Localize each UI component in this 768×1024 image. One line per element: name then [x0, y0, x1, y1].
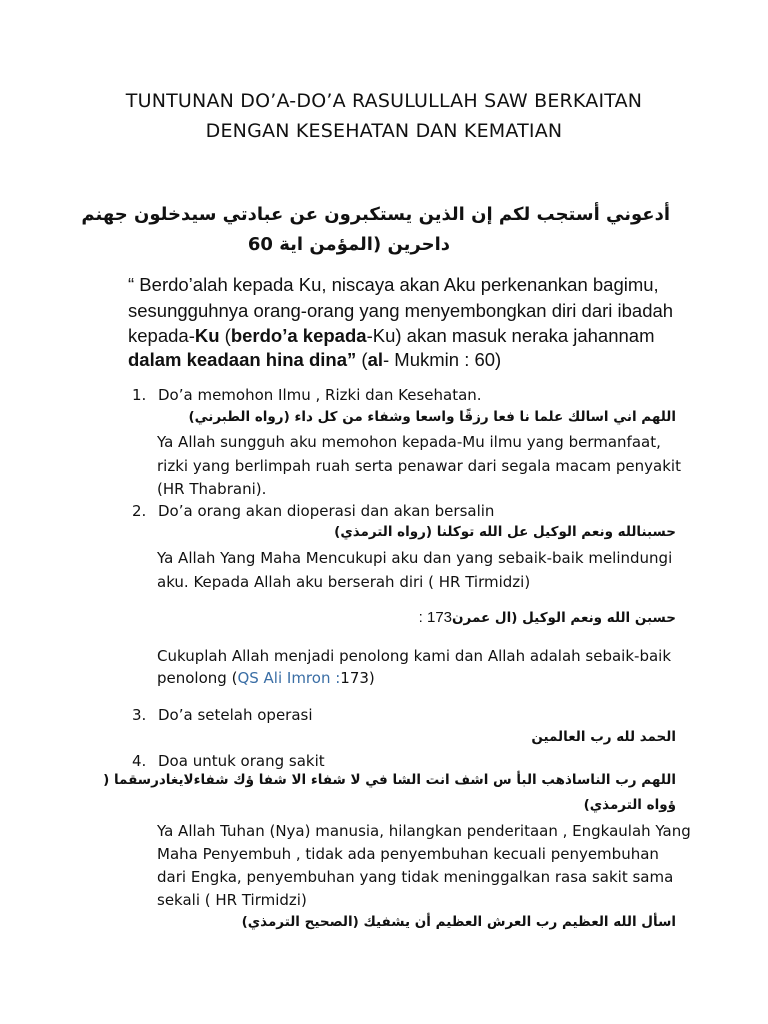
item-1-translation-line-1: Ya Allah sungguh aku memohon kepada-Mu ilmu yang bermanfaat,: [157, 433, 661, 451]
item-2-arabic-prayer: حسبنالله ونعم الوكيل عل الله توكلنا (رواه الترمذي): [334, 524, 676, 540]
translation-bold-text: berdo’a kepada: [230, 325, 367, 346]
translation-text: kepada-: [128, 325, 195, 346]
list-item-4-heading: [132, 752, 325, 770]
list-item-1-heading: [132, 386, 482, 404]
translation-text: penolong (: [157, 669, 238, 687]
arabic-verse-text: حسبن الله ونعم الوكيل (ال عمرن: [452, 610, 676, 626]
verse-arabic-line-2: داحرين (المؤمن اية 60: [247, 234, 450, 255]
list-item-3-heading: [132, 706, 313, 724]
verse-arabic-line-1: أدعوني أستجب لكم إن الذين يستكبرون عن عبادتي سيدخلون جهنم: [81, 204, 670, 225]
translation-bold-text: Ku: [194, 325, 220, 346]
item-4-translation-line-1: Ya Allah Tuhan (Nya) manusia, hilangkan penderitaan , Engkaulah Yang: [157, 822, 691, 840]
item-4-translation-line-3: dari Engka, penyembuhan yang tidak meninggalkan rasa sakit sama: [157, 868, 674, 886]
item-2-translation-line-1: Ya Allah Yang Maha Mencukupi aku dan yang sebaik-baik melindungi: [157, 549, 673, 567]
item-4-translation-line-4: sekali ( HR Tirmidzi): [157, 891, 307, 909]
translation-text: (: [219, 325, 231, 346]
item-1-arabic-prayer: اللهم اني اسالك علما نا فعا رزقًا واسعا وشفاء من كل داء (رواه الطبرني): [188, 409, 676, 425]
translation-text: Berdo’alah kepada Ku, niscaya akan Aku perkenankan bagimu,: [134, 274, 659, 295]
quote-mark: “: [128, 274, 135, 295]
document-title-line-2: DENGAN KESEHATAN DAN KEMATIAN: [205, 120, 563, 142]
verse-translation-line-4: [128, 349, 501, 371]
list-item-title: Do’a memohon Ilmu , Rizki dan Kesehatan.: [158, 386, 482, 404]
item-4-translation-line-2: Maha Penyembuh , tidak ada penyembuhan kecuali penyembuhan: [157, 845, 659, 863]
item-4-arabic-prayer-line-2: ؤواه الترمذي): [583, 797, 676, 813]
list-item-title: Do’a orang akan dioperasi dan akan bersalin: [158, 502, 495, 520]
verse-translation-line-2: sesungguhnya orang-orang yang menyembongkan diri dari ibadah: [128, 300, 674, 321]
item-4-arabic-prayer-2: اسأل الله العظيم رب العرش العظيم أن يشفيك (الصحيح الترمذي): [241, 914, 676, 930]
translation-text: (: [356, 349, 368, 370]
list-number: 3.: [132, 706, 147, 724]
item-2-translation-line-2: aku. Kepada Allah aku berserah diri ( HR Tirmidzi): [157, 573, 531, 591]
verse-number: 173 :: [418, 609, 453, 626]
translation-text: 173): [340, 669, 375, 687]
item-3-arabic-prayer: الحمد لله رب العالمين: [531, 729, 676, 745]
translation-text: -Ku) akan masuk neraka jahannam: [366, 325, 655, 346]
item-1-translation-line-2: rizki yang berlimpah ruah serta penawar dari segala macam penyakit: [157, 457, 681, 475]
list-number: 4.: [132, 752, 147, 770]
document-title-line-1: TUNTUNAN DO’A-DO’A RASULULLAH SAW BERKAITAN: [125, 90, 643, 112]
list-number: 2.: [132, 502, 147, 520]
item-2-verse-translation-line-1: Cukuplah Allah menjadi penolong kami dan Allah adalah sebaik-baik: [157, 647, 672, 665]
item-2-arabic-verse: [419, 609, 676, 626]
list-item-title: Do’a setelah operasi: [158, 706, 313, 724]
verse-translation-line-3: [128, 325, 655, 347]
item-4-arabic-prayer-line-1: اللهم رب الناساذهب البأ س اشف انت الشا في لا شفاء الا شفا ؤك شفاءلايغادرسقما (: [103, 772, 676, 788]
item-2-verse-translation-line-2: [157, 669, 375, 687]
list-item-title: Doa untuk orang sakit: [158, 752, 325, 770]
verse-reference: QS Ali Imron :: [237, 669, 341, 687]
translation-text: - Mukmin : 60): [383, 349, 502, 370]
translation-bold-text: al: [367, 349, 383, 370]
verse-translation-line-1: [128, 274, 659, 296]
item-1-translation-line-3: (HR Thabrani).: [157, 480, 267, 498]
list-item-2-heading: [132, 502, 494, 520]
list-number: 1.: [132, 386, 147, 404]
translation-bold-text: dalam keadaan hina dina”: [128, 349, 357, 370]
